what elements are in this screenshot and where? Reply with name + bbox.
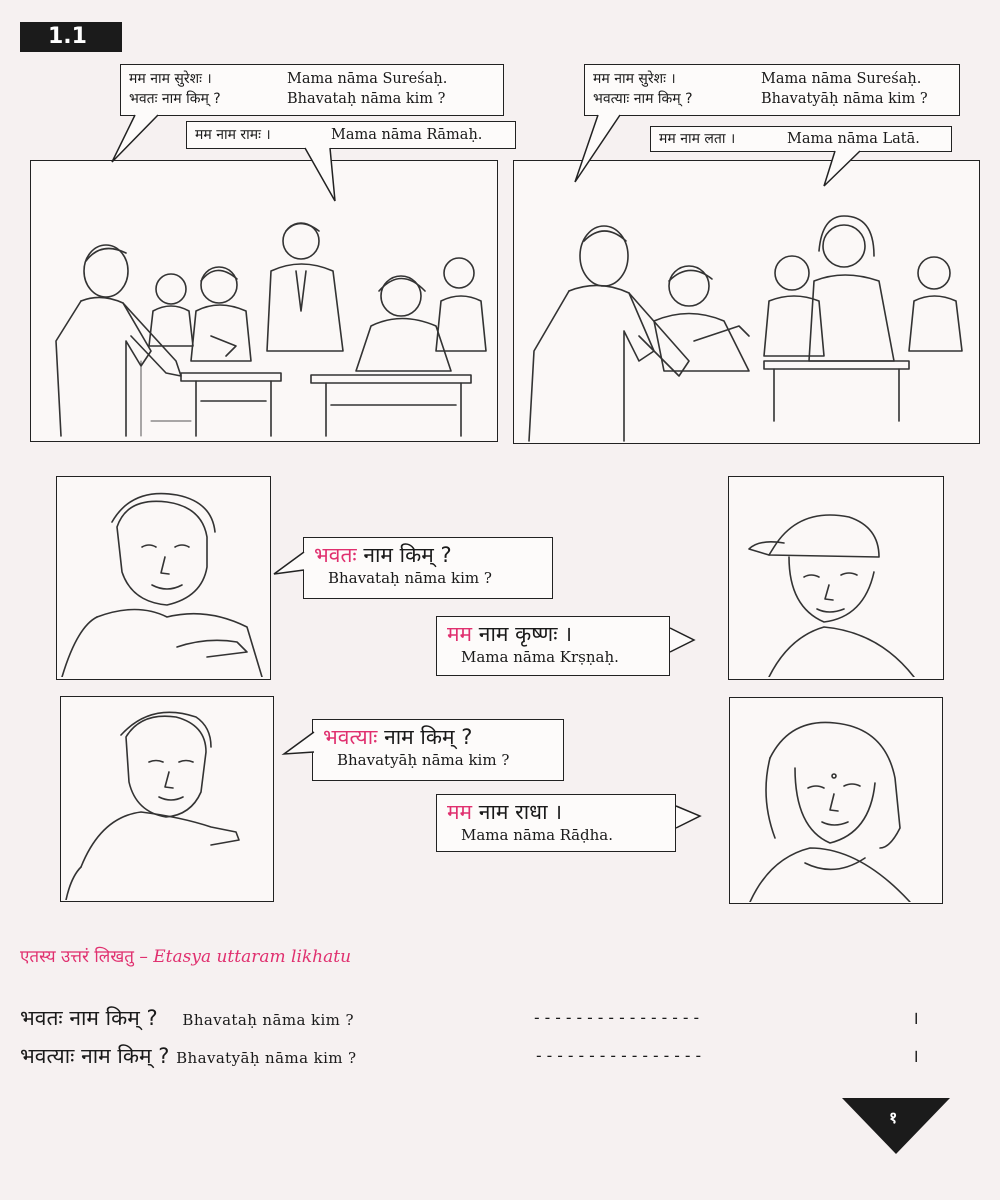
scene2-line1-latin: Mama nāma Sureśaḥ. (761, 71, 922, 87)
scene2-line2-latin: Bhavatyāḥ nāma kim ? (761, 91, 928, 107)
exercise-row-1 (20, 1004, 354, 1032)
dialogue2-question-bubble (312, 719, 564, 781)
scene2-bubble-b-tail (820, 150, 870, 190)
scene2-speech-bubble-teacher (584, 64, 960, 116)
scene1-line2-latin: Bhavataḥ nāma kim ? (287, 91, 446, 107)
dialogue2-girl-portrait (729, 697, 943, 904)
scene1-line1-latin: Mama nāma Sureśaḥ. (287, 71, 448, 87)
dialogue1-boy-portrait (56, 476, 271, 680)
dialogue1-question-tail (272, 550, 306, 580)
exercise-row-2-devanagari: भवत्याः नाम किम् ? (20, 1044, 170, 1068)
scene2-b-devanagari: मम नाम लता । (659, 131, 736, 147)
lesson-number-badge (20, 22, 122, 52)
page-number: १ (889, 1108, 898, 1127)
exercise-heading-devanagari: एतस्य उत्तरं लिखतु (20, 947, 134, 967)
scene2-speech-bubble-student (650, 126, 952, 152)
exercise-row-2-latin: Bhavatyāḥ nāma kim ? (176, 1049, 357, 1067)
scene1-speech-bubble-student (186, 121, 516, 149)
dialogue1-question-bubble (303, 537, 553, 599)
exercise-heading-latin: Etasya uttaram likhatu (153, 947, 352, 967)
boy-face-drawing (57, 477, 269, 677)
scene2-line2-devanagari: भवत्याः नाम किम् ? (593, 91, 693, 107)
scene1-line1-devanagari: मम नाम सुरेशः । (129, 71, 212, 87)
dialogue1-answer-latin: Mama nāma Krṣṇaḥ. (461, 648, 619, 666)
exercise-heading-separator: – (133, 947, 154, 967)
classroom-drawing-2 (514, 161, 978, 442)
cap-boy-drawing (729, 477, 942, 677)
dialogue1-question-latin: Bhavataḥ nāma kim ? (328, 569, 492, 587)
exercise-row-2-danda: । (912, 1046, 919, 1067)
scene2-b-latin: Mama nāma Latā. (787, 131, 920, 147)
classroom-drawing (31, 161, 496, 440)
scene1-line2-devanagari: भवतः नाम किम् ? (129, 91, 221, 107)
scene2-illustration (513, 160, 980, 444)
dialogue2-question-latin: Bhavatyāḥ nāma kim ? (337, 751, 510, 769)
scene2-bubble-a-tail (570, 114, 630, 186)
scene1-b-latin: Mama nāma Rāmaḥ. (331, 127, 483, 143)
exercise-row-1-danda: । (912, 1008, 919, 1029)
dialogue2-answer-highlight: मम (447, 800, 473, 824)
dialogue1-answer-tail (668, 626, 698, 656)
dialogue1-capboy-portrait (728, 476, 944, 680)
dialogue2-answer-bubble (436, 794, 676, 852)
scene1-bubble-a-tail (110, 114, 170, 164)
exercise-row-1-answer-blank[interactable]: ---------------- (532, 1008, 703, 1027)
girl-face-drawing (730, 698, 941, 902)
dialogue1-answer-highlight: मम (447, 622, 473, 646)
dialogue1-question-highlight: भवतः (314, 543, 357, 567)
exercise-row-1-devanagari: भवतः नाम किम् ? (20, 1006, 158, 1030)
page-number-marker (842, 1098, 950, 1154)
scene1-bubble-b-tail (300, 147, 350, 207)
pointing-boy-drawing (61, 697, 272, 900)
exercise-row-1-latin: Bhavataḥ nāma kim ? (182, 1011, 354, 1029)
exercise-heading (20, 944, 351, 967)
dialogue2-answer-latin: Mama nāma Rāḍha. (461, 826, 613, 844)
dialogue2-question-tail (282, 730, 316, 760)
scene1-b-devanagari: मम नाम रामः । (195, 127, 271, 143)
dialogue2-boy-portrait (60, 696, 274, 902)
dialogue2-answer-rest: नाम राधा । (472, 800, 563, 824)
dialogue2-answer-tail (674, 804, 704, 834)
dialogue2-question-highlight: भवत्याः (323, 725, 378, 749)
dialogue1-answer-bubble (436, 616, 670, 676)
exercise-row-2-answer-blank[interactable]: ---------------- (534, 1046, 705, 1065)
exercise-row-2 (20, 1042, 357, 1070)
lesson-number: 1.1 (48, 24, 87, 49)
scene1-illustration (30, 160, 498, 442)
dialogue1-question-rest: नाम किम् ? (356, 543, 452, 567)
scene1-speech-bubble-teacher (120, 64, 504, 116)
dialogue2-question-rest: नाम किम् ? (377, 725, 473, 749)
dialogue1-answer-rest: नाम कृष्णः । (472, 622, 573, 646)
scene2-line1-devanagari: मम नाम सुरेशः । (593, 71, 676, 87)
